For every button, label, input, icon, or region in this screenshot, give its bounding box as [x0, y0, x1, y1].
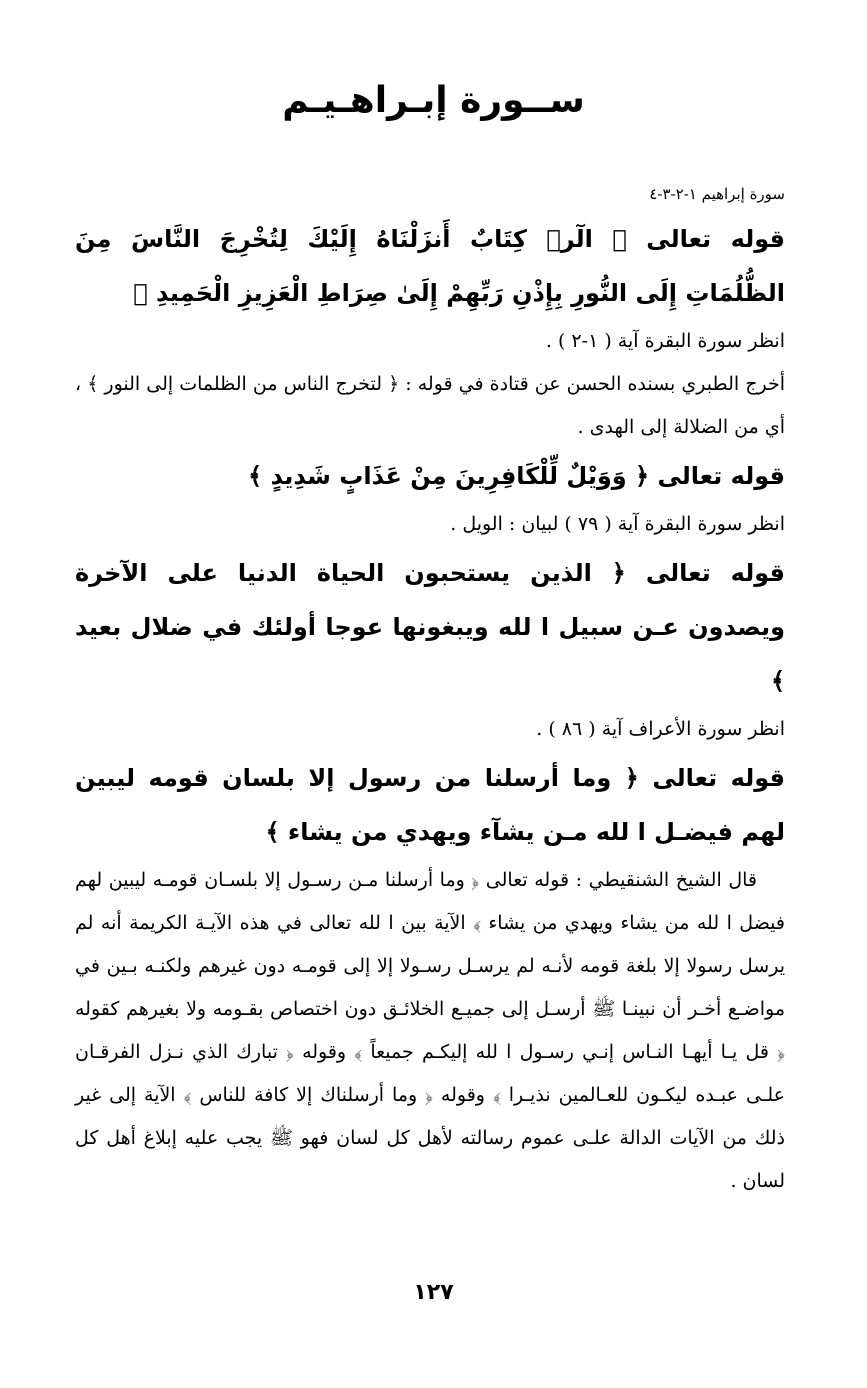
verse-reference: سورة إبراهيم ١-٢-٣-٤ — [649, 185, 785, 203]
commentary-text: قال الشيخ الشنقيطي : قوله تعالى ﴿ وما أرسلنا مـن رسـول إلا بلسـان قومـه ليبين لهم فيضل ا لله من يشاء ويهدي من يشاء ﴾ الآية بين ا لله تعالى في هذه الآيـة الكريمة أنه لم يرسل رسولا إلا بلغة قومه لأنـه لم يرسـل رسـولا إلا إلى قومـه دون غيرهم ولكنـه بـين في مواضـع أخـر أن نبينـا ﷺ أرسـل إلى جميـع الخلائـق دون اختصاص بقـومه ولا بغيرهم كقوله ﴿ قل يـا أيهـا النـاس إنـي رسـول ا لله إليكـم جميعاً ﴾ وقوله ﴿ تبارك الذي نـزل الفرقـان علـى عبـده ليكـون للعـالمين نذيـرا ﴾ وقوله ﴿ وما أرسلناك إلا كافة للناس ﴾ الآية إلى غير ذلك من الآيات الدالة علـى عموم رسالته لأهل كل لسان فهو ﷺ يجب عليه إبلاغ أهل كل لسان . — [75, 869, 785, 1192]
page-body — [75, 212, 785, 1203]
verse-text: قوله تعالى ﴿ وما أرسلنا من رسول إلا بلسان قومه ليبين لهم فيضـل ا لله مـن يشآء ويهدي من يشاء ﴾ — [75, 764, 785, 846]
page-number: ١٢٧ — [413, 1280, 454, 1305]
verse-text: قوله تعالى ﴿ وَوَيْلٌ لِّلْكَافِرِينَ مِنْ عَذَابٍ شَدِيدٍ ﴾ — [248, 462, 785, 490]
commentary-text: انظر سورة البقرة آية ( ١-٢ ) . — [545, 330, 785, 352]
verse-text: قوله تعالى ﴿ الذين يستحبون الحياة الدنيا على الآخرة ويصدون عـن سبيل ا لله ويبغونها عوجا أولئك في ضلال بعيد ﴾ — [75, 559, 785, 695]
commentary-text: انظر سورة الأعراف آية ( ٨٦ ) . — [536, 718, 785, 740]
commentary-text: أخرج الطبري بسنده الحسن عن قتادة في قوله : ﴿ لتخرج الناس من الظلمات إلى النور ﴾ ، أي من الضلالة إلى الهدى . — [75, 373, 785, 438]
verse-text: قوله تعالى ﴿ الٓرۚ كِتَابٌ أَنزَلْنَاهُ إِلَيْكَ لِتُخْرِجَ النَّاسَ مِنَ الظُّلُمَاتِ إِلَى النُّورِ بِإِذْنِ رَبِّهِمْ إِلَىٰ صِرَاطِ الْعَزِيزِ الْحَمِيدِ ﴾ — [75, 225, 785, 307]
commentary-text: انظر سورة البقرة آية ( ٧٩ ) لبيان : الويل . — [450, 513, 785, 535]
surah-title: ســورة إبـراهـيـم — [282, 80, 585, 121]
